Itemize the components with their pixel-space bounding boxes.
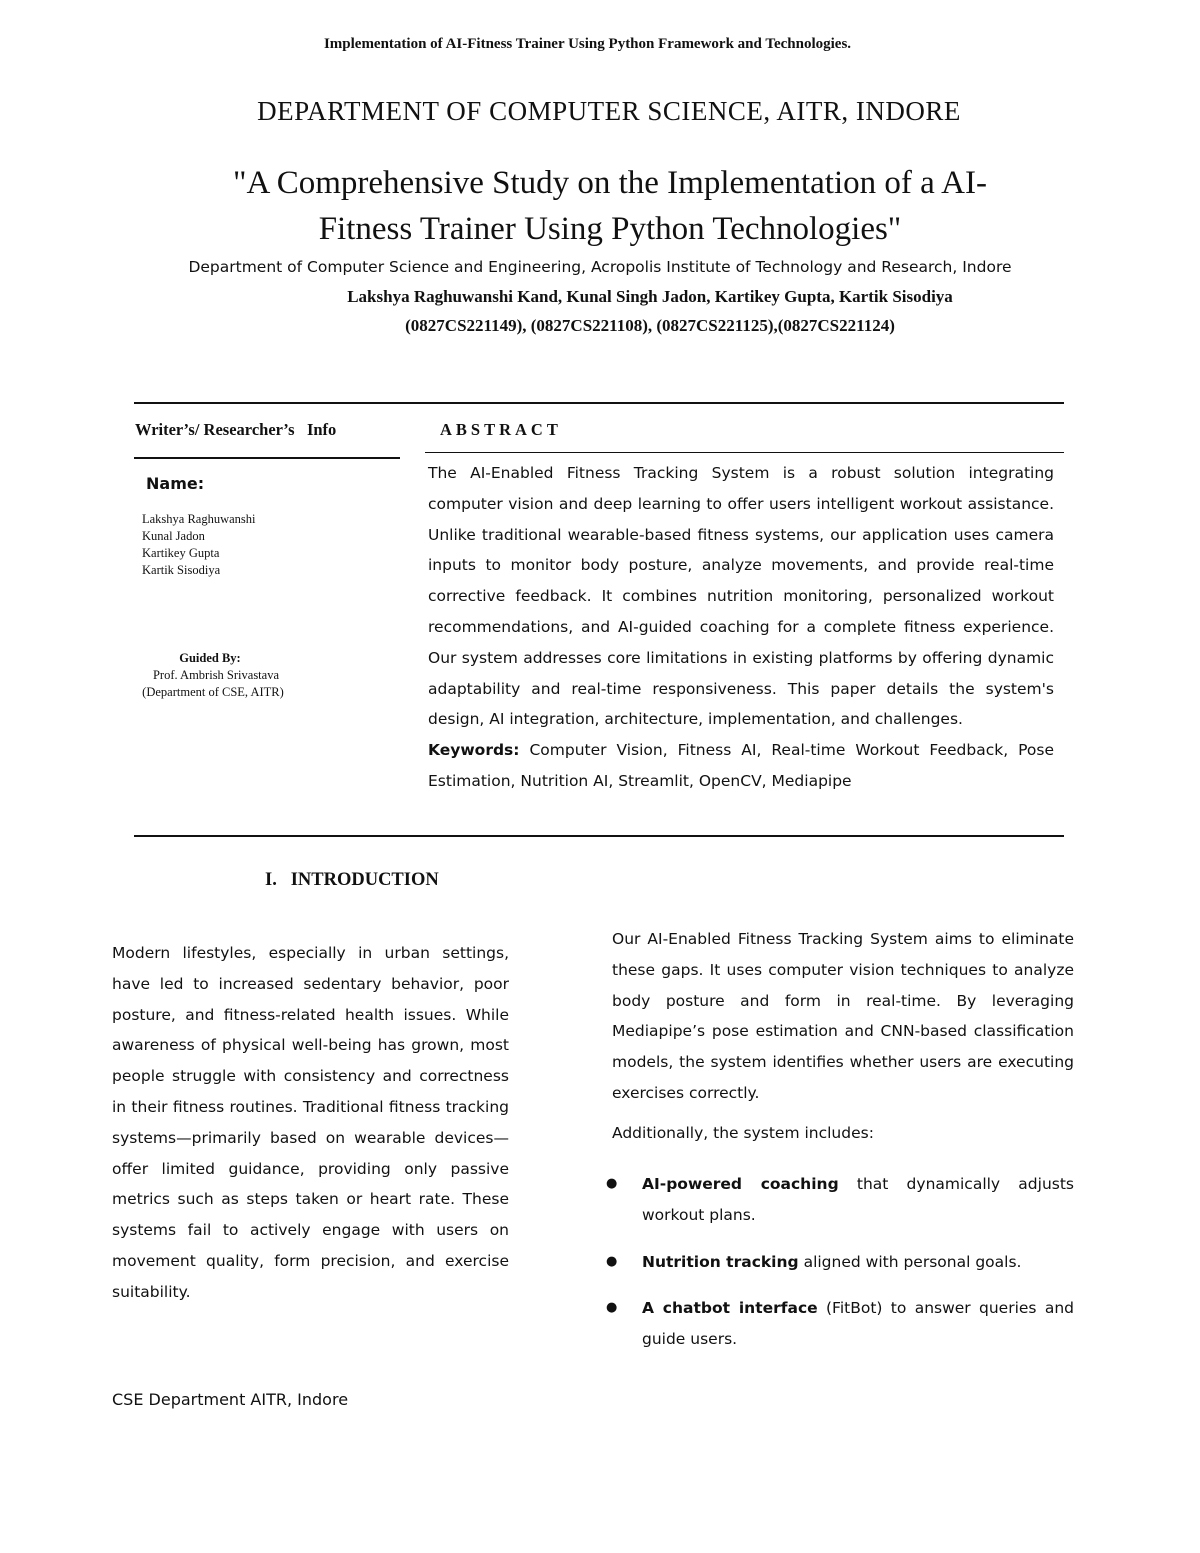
list-item-bold: A chatbot interface (642, 1299, 818, 1318)
keywords-text: Computer Vision, Fitness AI, Real-time Workout Feedback, Pose Estimation, Nutrition AI, Streamlit, OpenCV, Mediapipe (428, 741, 1054, 790)
list-item (604, 1247, 1074, 1278)
feature-list (604, 1169, 1074, 1371)
member-name: Kartik Sisodiya (142, 563, 221, 577)
list-item-text: (FitBot) to answer queries and guide users. (642, 1299, 1074, 1349)
additionally-text: Additionally, the system includes: (612, 1124, 874, 1142)
department-heading: DEPARTMENT OF COMPUTER SCIENCE, AITR, INDORE (257, 96, 961, 126)
affiliation: Department of Computer Science and Engineering, Acropolis Institute of Technology and Research, Indore (188, 258, 1012, 276)
abstract-text: The AI-Enabled Fitness Tracking System is a robust solution integrating computer vision and deep learning to offer users intelligent workout assistance. Unlike traditional wearable-based fitness systems, our application uses camera inputs to monitor body posture, analyze movements, and provide real-time corrective feedback. It combines nutrition monitoring, personalized workout recommendations, and AI-guided coaching for a complete fitness experience. Our system addresses core limitations in existing platforms by offering dynamic adaptability and real-time responsiveness. This paper details the system's design, AI integration, architecture, implementation, and challenges. (428, 464, 1054, 729)
bottom-rule (134, 835, 1064, 837)
intro-left-column (112, 938, 509, 1308)
introduction-heading: I. INTRODUCTION (265, 870, 439, 890)
list-item (604, 1169, 1074, 1231)
info-heading: Writer’s/ Researcher’s Info (135, 420, 337, 439)
running-header: Implementation of AI-Fitness Trainer Using Python Framework and Technologies. (323, 36, 852, 52)
abstract-rule (425, 452, 1064, 453)
guided-by-label: Guided By: (179, 651, 241, 665)
abstract-body (428, 458, 1054, 797)
member-name: Kartikey Gupta (142, 546, 220, 560)
name-label: Name: (146, 474, 205, 493)
top-rule (134, 402, 1064, 404)
guide-department: (Department of CSE, AITR) (142, 685, 284, 699)
list-item-text: that dynamically adjusts workout plans. (642, 1175, 1075, 1224)
list-item-bold: Nutrition tracking (642, 1252, 799, 1271)
list-item-text: aligned with personal goals. (798, 1252, 1022, 1271)
intro-paragraph: Our AI-Enabled Fitness Tracking System aims to eliminate these gaps. It uses computer vision techniques to analyze body posture and form in real-time. By leveraging Mediapipe’s pose estimation and CNN-based classification models, the system identifies whether users are executing exercises correctly. (612, 930, 1074, 1102)
keywords (428, 735, 1054, 797)
keywords-label: Keywords: (428, 741, 520, 760)
abstract-heading: ABSTRACT (440, 420, 562, 439)
enrollment-ids: (0827CS221149), (0827CS221108), (0827CS221125),(0827CS221124) (405, 316, 895, 335)
info-rule (134, 457, 400, 459)
bullet-icon: ● (606, 1300, 618, 1316)
member-name: Lakshya Raghuwanshi (142, 512, 256, 526)
list-item-bold: AI-powered coaching (642, 1175, 839, 1193)
author-list: Lakshya Raghuwanshi Kand, Kunal Singh Jadon, Kartikey Gupta, Kartik Sisodiya (347, 287, 953, 306)
page-footer: CSE Department AITR, Indore (112, 1390, 349, 1409)
paper-title (110, 160, 1110, 252)
guide-name: Prof. Ambrish Srivastava (152, 668, 280, 682)
paper-title-line-2: Fitness Trainer Using Python Technologies" (318, 211, 902, 247)
intro-paragraph: Modern lifestyles, especially in urban settings, have led to increased sedentary behavior, poor posture, and fitness-related health issues. While awareness of physical well-being has grown, most people struggle with consistency and correctness in their fitness routines. Traditional fitness tracking systems—primarily based on wearable devices—offer limited guidance, providing only passive metrics such as steps taken or heart rate. These systems fail to actively engage with users on movement quality, form precision, and exercise suitability. (112, 944, 509, 1301)
bullet-icon: ● (606, 1176, 618, 1191)
intro-right-column (612, 924, 1074, 1109)
list-item (604, 1293, 1074, 1355)
paper-title-line-1: "A Comprehensive Study on the Implementation of a AI- (232, 165, 987, 201)
bullet-icon: ● (606, 1253, 618, 1269)
member-name: Kunal Jadon (142, 529, 205, 543)
